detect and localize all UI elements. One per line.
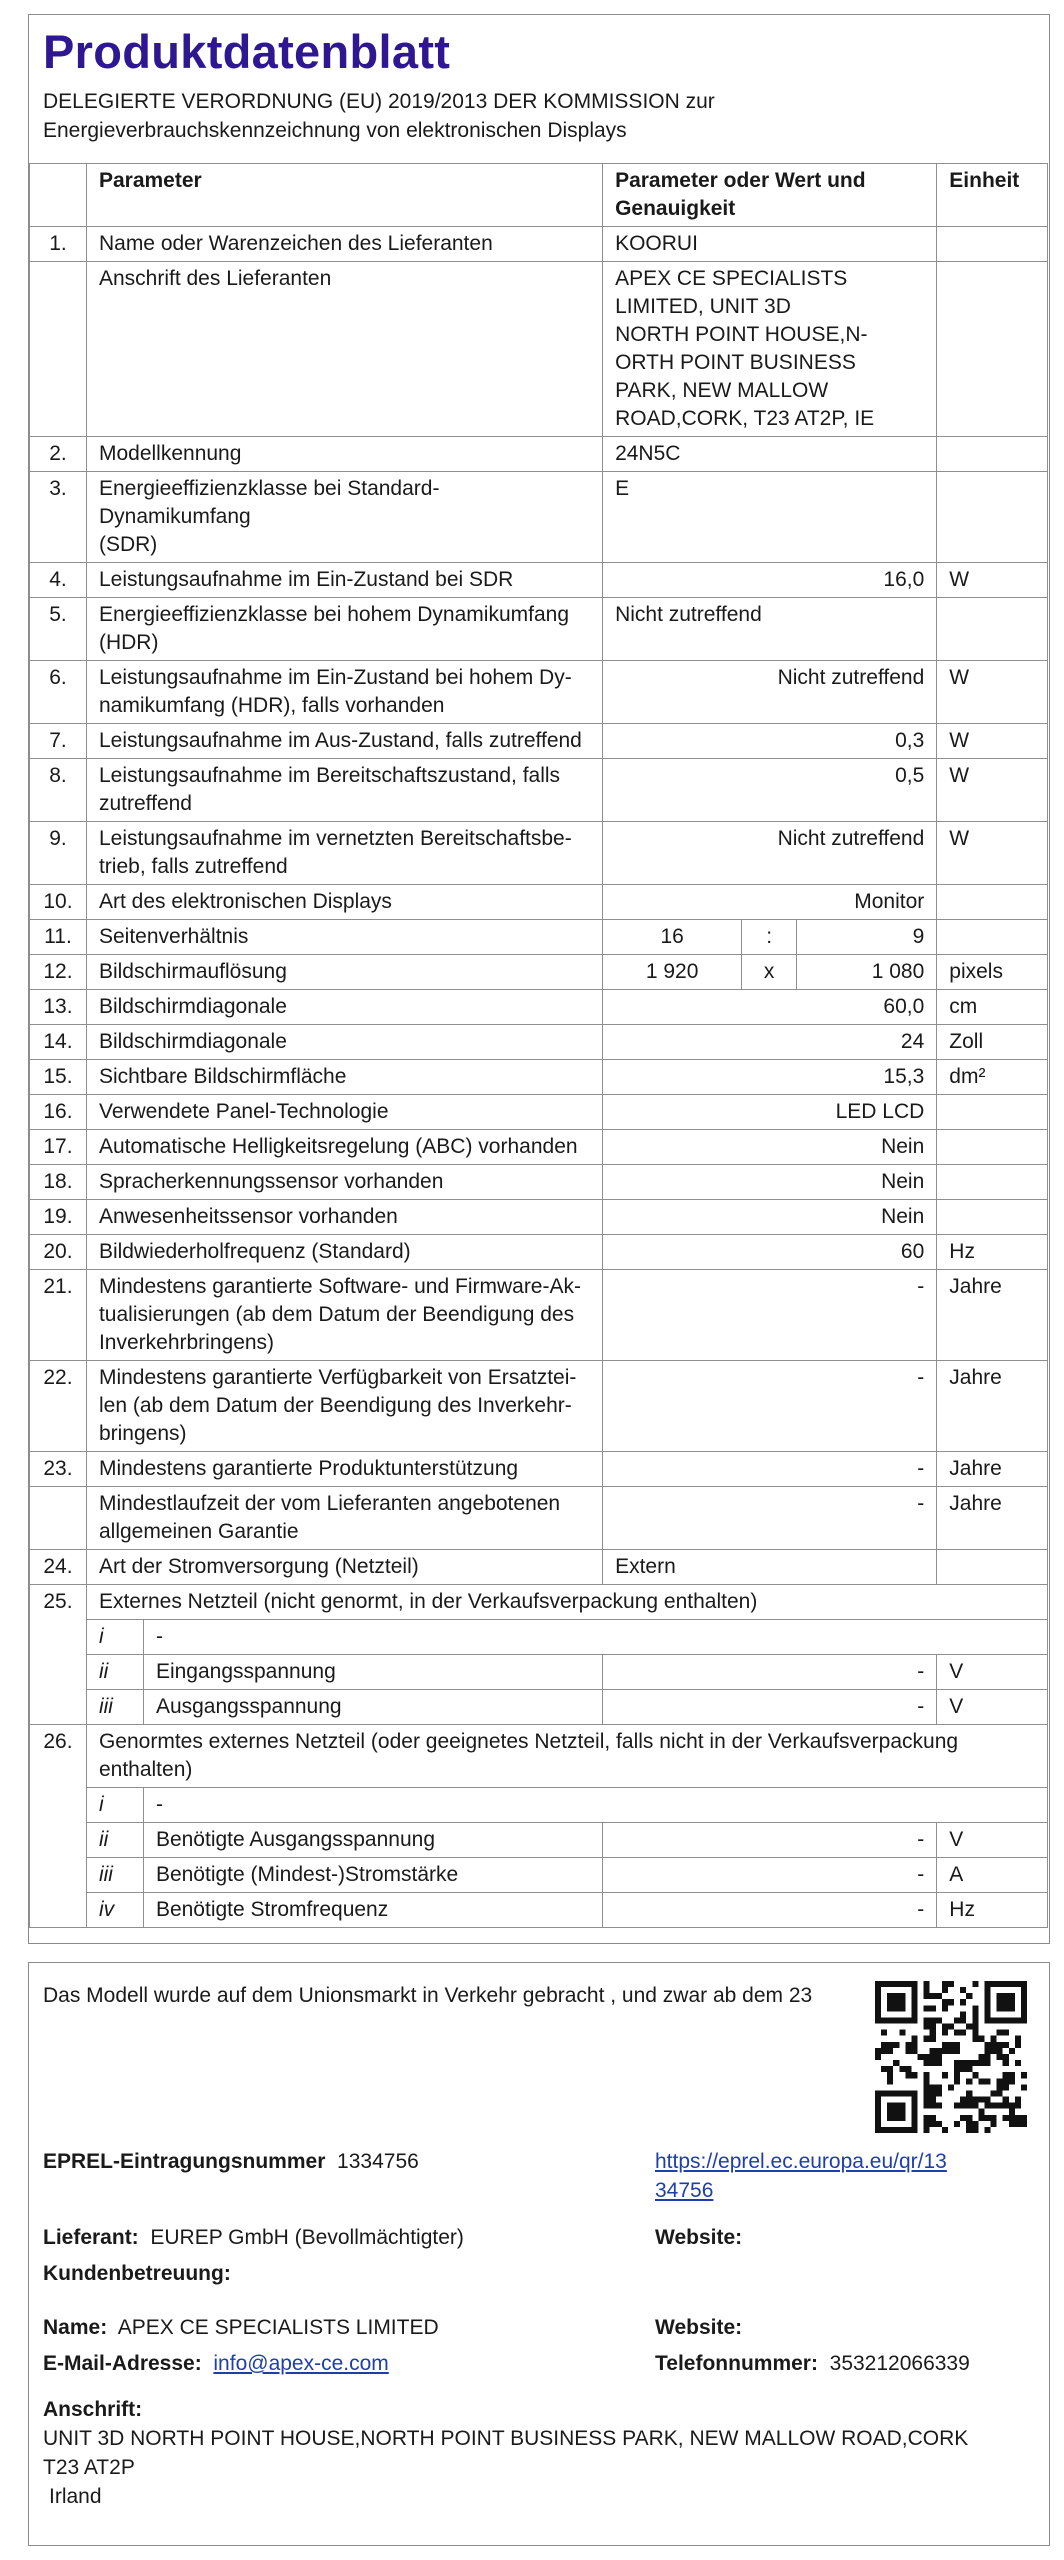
table-row xyxy=(30,1025,1048,1060)
parameter-name xyxy=(86,1270,602,1361)
parameter-unit: W xyxy=(937,661,1048,724)
value-part: 1 920 xyxy=(603,955,742,990)
cell-line: Mindestlaufzeit der vom Lieferanten angebotenen xyxy=(98,1492,561,1515)
subtitle-line: DELEGIERTE VERORDNUNG (EU) 2019/2013 DER KOMMISSION zur xyxy=(43,90,715,113)
cell-line: Mindestens garantierte Software- und Firmware-Ak- xyxy=(98,1275,581,1298)
table-row xyxy=(30,1200,1048,1235)
value-separator: : xyxy=(742,920,797,955)
email-row xyxy=(43,2349,389,2378)
eprel-link[interactable] xyxy=(655,2147,947,2205)
header-line: Parameter oder Wert und xyxy=(615,169,866,192)
parameter-name: Bildschirmauflösung xyxy=(86,955,602,990)
parameter-value: - xyxy=(603,1361,937,1452)
parameter-name: Leistungsaufnahme im Ein-Zustand bei SDR xyxy=(86,563,602,598)
regulation-subtitle xyxy=(43,87,715,145)
table-row xyxy=(30,1788,1048,1823)
parameter-unit xyxy=(937,437,1048,472)
value-part: 16 xyxy=(603,920,742,955)
cell-line: zutreffend xyxy=(98,792,192,815)
address-block xyxy=(43,2395,968,2511)
table-row xyxy=(30,1361,1048,1452)
sub-unit: A xyxy=(937,1858,1048,1893)
parameter-unit: W xyxy=(937,822,1048,885)
parameter-value: Nicht zutreffend xyxy=(603,661,937,724)
cell-line: PARK, NEW MALLOW xyxy=(615,379,829,402)
parameter-name: Anschrift des Lieferanten xyxy=(86,262,602,437)
eprel-row xyxy=(43,2147,419,2176)
parameter-unit: Hz xyxy=(937,1235,1048,1270)
table-row xyxy=(30,1235,1048,1270)
cell-line: namikumfang (HDR), falls vorhanden xyxy=(98,694,445,717)
section-title xyxy=(86,1585,1047,1620)
row-number: 24. xyxy=(30,1550,87,1585)
parameter-value: 24N5C xyxy=(603,437,937,472)
phone-label: Telefonnummer: xyxy=(655,2352,818,2375)
table-row xyxy=(30,262,1048,437)
table-row xyxy=(30,955,1048,990)
row-number: 3. xyxy=(30,472,87,563)
row-number xyxy=(30,1487,87,1550)
parameter-name: Sichtbare Bildschirmfläche xyxy=(86,1060,602,1095)
product-data-sheet xyxy=(28,14,1050,1944)
cell-line: tualisierungen (ab dem Datum der Beendigung des xyxy=(98,1303,575,1326)
row-number: 17. xyxy=(30,1130,87,1165)
table-row xyxy=(30,1823,1048,1858)
table-row xyxy=(30,437,1048,472)
cell-line: LIMITED, UNIT 3D xyxy=(615,295,791,318)
sub-unit: V xyxy=(937,1655,1048,1690)
parameter-unit: W xyxy=(937,724,1048,759)
row-number: 11. xyxy=(30,920,87,955)
table-row xyxy=(30,1060,1048,1095)
cell-line: Energieeffizienzklasse bei hohem Dynamikumfang xyxy=(98,603,569,626)
cell-line: Leistungsaufnahme im vernetzten Bereitschaftsbe- xyxy=(98,827,572,850)
parameter-value: - xyxy=(603,1487,937,1550)
cell-line: Externes Netzteil (nicht genormt, in der Verkaufsverpackung enthalten) xyxy=(98,1590,758,1613)
table-row xyxy=(30,1620,1048,1655)
parameter-name: Bildschirmdiagonale xyxy=(86,1025,602,1060)
row-number: 22. xyxy=(30,1361,87,1452)
section-row xyxy=(30,1725,1048,1788)
parameter-unit xyxy=(937,1130,1048,1165)
sub-value: - xyxy=(603,1858,937,1893)
table-row xyxy=(30,1550,1048,1585)
parameter-value: Nicht zutreffend xyxy=(603,598,937,661)
table-header-row xyxy=(30,164,1048,227)
table-row xyxy=(30,1130,1048,1165)
parameter-name xyxy=(86,661,602,724)
website-label: Website: xyxy=(655,2316,743,2339)
sub-index: ii xyxy=(86,1823,143,1858)
cell-line: (HDR) xyxy=(98,631,159,654)
parameter-table xyxy=(29,163,1048,1928)
parameter-name: Art des elektronischen Displays xyxy=(86,885,602,920)
row-number: 19. xyxy=(30,1200,87,1235)
cell-line: len (ab dem Datum der Beendigung des Inverkehr- xyxy=(98,1394,572,1417)
customer-support-label xyxy=(43,2259,231,2288)
cell-line: (SDR) xyxy=(98,533,158,556)
parameter-name xyxy=(86,472,602,563)
parameter-value: 60,0 xyxy=(603,990,937,1025)
qr-code-icon[interactable] xyxy=(875,1981,1027,2133)
supplier-website xyxy=(655,2223,742,2252)
row-number: 5. xyxy=(30,598,87,661)
parameter-name: Name oder Warenzeichen des Lieferanten xyxy=(86,227,602,262)
parameter-value: E xyxy=(603,472,937,563)
sub-value: - xyxy=(603,1893,937,1928)
parameter-unit xyxy=(937,1165,1048,1200)
sub-parameter: - xyxy=(143,1620,1047,1655)
value-part: 1 080 xyxy=(797,955,937,990)
parameter-unit xyxy=(937,227,1048,262)
section-title xyxy=(86,1725,1047,1788)
row-number: 15. xyxy=(30,1060,87,1095)
eprel-link-line[interactable]: 34756 xyxy=(655,2179,714,2202)
value-separator: x xyxy=(742,955,797,990)
address-line: UNIT 3D NORTH POINT HOUSE,NORTH POINT BUSINESS PARK, NEW MALLOW ROAD,CORK xyxy=(43,2427,969,2450)
table-row xyxy=(30,1655,1048,1690)
eprel-link-line[interactable]: https://eprel.ec.europa.eu/qr/13 xyxy=(655,2150,947,2173)
supplier-value: EUREP GmbH (Bevollmächtigter) xyxy=(150,2226,464,2249)
parameter-name xyxy=(86,759,602,822)
parameter-unit xyxy=(937,885,1048,920)
sub-parameter: Eingangsspannung xyxy=(143,1655,602,1690)
row-number: 12. xyxy=(30,955,87,990)
cell-line: Mindestens garantierte Verfügbarkeit von Ersatztei- xyxy=(98,1366,577,1389)
table-row xyxy=(30,1165,1048,1200)
parameter-unit xyxy=(937,472,1048,563)
market-date-text: Das Modell wurde auf dem Unionsmarkt in Verkehr gebracht , und zwar ab dem 23 xyxy=(43,1984,813,2007)
sub-index: iii xyxy=(86,1858,143,1893)
row-number: 23. xyxy=(30,1452,87,1487)
parameter-unit: W xyxy=(937,563,1048,598)
table-row xyxy=(30,724,1048,759)
address-label: Anschrift: xyxy=(43,2398,143,2421)
parameter-unit: Zoll xyxy=(937,1025,1048,1060)
cell-line: APEX CE SPECIALISTS xyxy=(615,267,848,290)
parameter-value: KOORUI xyxy=(603,227,937,262)
cell-line: Leistungsaufnahme im Bereitschaftszustand, falls xyxy=(98,764,561,787)
cell-line: ROAD,CORK, T23 AT2P, IE xyxy=(615,407,875,430)
parameter-value: 0,3 xyxy=(603,724,937,759)
name-label: Name: xyxy=(43,2316,108,2339)
row-number: 7. xyxy=(30,724,87,759)
row-number: 20. xyxy=(30,1235,87,1270)
sub-value: - xyxy=(603,1655,937,1690)
table-row xyxy=(30,1270,1048,1361)
cell-line: enthalten) xyxy=(98,1758,193,1781)
parameter-name: Modellkennung xyxy=(86,437,602,472)
row-number: 13. xyxy=(30,990,87,1025)
parameter-name xyxy=(86,598,602,661)
table-row xyxy=(30,990,1048,1025)
parameter-value: Nein xyxy=(603,1165,937,1200)
row-number: 4. xyxy=(30,563,87,598)
parameter-unit: cm xyxy=(937,990,1048,1025)
table-row xyxy=(30,472,1048,563)
col-unit-header: Einheit xyxy=(937,164,1048,227)
header-line: Genauigkeit xyxy=(615,197,736,220)
sub-index: i xyxy=(86,1620,143,1655)
email-label: E-Mail-Adresse: xyxy=(43,2352,202,2375)
parameter-unit xyxy=(937,598,1048,661)
row-number: 26. xyxy=(30,1725,87,1928)
parameter-unit: Jahre xyxy=(937,1487,1048,1550)
cell-line: trieb, falls zutreffend xyxy=(98,855,288,878)
table-row xyxy=(30,759,1048,822)
col-number-header xyxy=(30,164,87,227)
table-row xyxy=(30,1095,1048,1130)
sub-unit: V xyxy=(937,1690,1048,1725)
parameter-unit: Jahre xyxy=(937,1270,1048,1361)
support-name-row xyxy=(43,2313,439,2342)
supplier-row xyxy=(43,2223,464,2252)
parameter-unit xyxy=(937,1550,1048,1585)
parameter-value: Extern xyxy=(603,1550,937,1585)
sub-index: iv xyxy=(86,1893,143,1928)
value-part: 9 xyxy=(797,920,937,955)
row-number xyxy=(30,262,87,437)
parameter-name: Verwendete Panel-Technologie xyxy=(86,1095,602,1130)
website-label: Website: xyxy=(655,2226,743,2249)
table-row xyxy=(30,661,1048,724)
row-number: 10. xyxy=(30,885,87,920)
parameter-value: Nein xyxy=(603,1200,937,1235)
parameter-name xyxy=(86,822,602,885)
phone-value: 353212066339 xyxy=(829,2352,970,2375)
parameter-value: - xyxy=(603,1452,937,1487)
parameter-name xyxy=(86,1361,602,1452)
cell-line: Genormtes externes Netzteil (oder geeignetes Netzteil, falls nicht in der Verkaufsverpackung xyxy=(98,1730,959,1753)
sub-unit: Hz xyxy=(937,1893,1048,1928)
sub-unit: V xyxy=(937,1823,1048,1858)
table-row xyxy=(30,822,1048,885)
subtitle-line: Energieverbrauchskennzeichnung von elektronischen Displays xyxy=(43,119,627,142)
parameter-name xyxy=(86,1487,602,1550)
parameter-name: Automatische Helligkeitsregelung (ABC) vorhanden xyxy=(86,1130,602,1165)
cell-line: Inverkehrbringens) xyxy=(98,1331,275,1354)
row-number: 14. xyxy=(30,1025,87,1060)
parameter-name: Art der Stromversorgung (Netzteil) xyxy=(86,1550,602,1585)
parameter-unit xyxy=(937,262,1048,437)
parameter-value: Nein xyxy=(603,1130,937,1165)
parameter-value xyxy=(603,262,937,437)
phone-row xyxy=(655,2349,970,2378)
table-row xyxy=(30,1690,1048,1725)
table-row xyxy=(30,920,1048,955)
sub-parameter: - xyxy=(143,1788,1047,1823)
cell-line: NORTH POINT HOUSE,N- xyxy=(615,323,868,346)
address-line: T23 AT2P xyxy=(43,2456,135,2479)
support-website xyxy=(655,2313,742,2342)
parameter-value: 0,5 xyxy=(603,759,937,822)
cell-line: ORTH POINT BUSINESS xyxy=(615,351,856,374)
parameter-value: 15,3 xyxy=(603,1060,937,1095)
parameter-name: Anwesenheitssensor vorhanden xyxy=(86,1200,602,1235)
sub-parameter: Benötigte (Mindest-)Stromstärke xyxy=(143,1858,602,1893)
sub-index: ii xyxy=(86,1655,143,1690)
parameter-unit: pixels xyxy=(937,955,1048,990)
parameter-unit: Jahre xyxy=(937,1361,1048,1452)
parameter-name: Seitenverhältnis xyxy=(86,920,602,955)
sub-parameter: Benötigte Ausgangsspannung xyxy=(143,1823,602,1858)
parameter-value: Nicht zutreffend xyxy=(603,822,937,885)
parameter-unit xyxy=(937,920,1048,955)
eprel-number: 1334756 xyxy=(337,2150,419,2173)
parameter-unit xyxy=(937,1095,1048,1130)
row-number: 8. xyxy=(30,759,87,822)
cell-line: allgemeinen Garantie xyxy=(98,1520,299,1543)
row-number: 21. xyxy=(30,1270,87,1361)
parameter-unit: W xyxy=(937,759,1048,822)
email-link[interactable]: info@apex-ce.com xyxy=(213,2352,389,2375)
table-row xyxy=(30,885,1048,920)
col-value-header xyxy=(603,164,937,227)
parameter-value: Monitor xyxy=(603,885,937,920)
cell-line: Leistungsaufnahme im Ein-Zustand bei hohem Dy- xyxy=(98,666,572,689)
parameter-value: 16,0 xyxy=(603,563,937,598)
parameter-name: Bildwiederholfrequenz (Standard) xyxy=(86,1235,602,1270)
sub-index: iii xyxy=(86,1690,143,1725)
sub-parameter: Ausgangsspannung xyxy=(143,1690,602,1725)
section-row xyxy=(30,1585,1048,1620)
table-row xyxy=(30,598,1048,661)
parameter-name: Leistungsaufnahme im Aus-Zustand, falls zutreffend xyxy=(86,724,602,759)
cell-line: Energieeffizienzklasse bei Standard-Dynamikumfang xyxy=(98,477,440,528)
support-heading: Kundenbetreuung: xyxy=(43,2262,231,2285)
page-title: Produktdatenblatt xyxy=(43,25,451,78)
row-number: 25. xyxy=(30,1585,87,1725)
parameter-value: LED LCD xyxy=(603,1095,937,1130)
parameter-name: Mindestens garantierte Produktunterstützung xyxy=(86,1452,602,1487)
parameter-value: 24 xyxy=(603,1025,937,1060)
address-line: Irland xyxy=(49,2485,102,2508)
table-row xyxy=(30,1487,1048,1550)
col-parameter-header: Parameter xyxy=(86,164,602,227)
eprel-label: EPREL-Eintragungsnummer xyxy=(43,2150,326,2173)
row-number: 2. xyxy=(30,437,87,472)
row-number: 18. xyxy=(30,1165,87,1200)
supplier-label: Lieferant: xyxy=(43,2226,139,2249)
row-number: 9. xyxy=(30,822,87,885)
sub-value: - xyxy=(603,1690,937,1725)
table-row xyxy=(30,1858,1048,1893)
parameter-name: Spracherkennungssensor vorhanden xyxy=(86,1165,602,1200)
table-row xyxy=(30,563,1048,598)
table-row xyxy=(30,1893,1048,1928)
parameter-unit: Jahre xyxy=(937,1452,1048,1487)
sub-index: i xyxy=(86,1788,143,1823)
sub-value: - xyxy=(603,1823,937,1858)
sub-parameter: Benötigte Stromfrequenz xyxy=(143,1893,602,1928)
cell-line: bringens) xyxy=(98,1422,187,1445)
row-number: 6. xyxy=(30,661,87,724)
parameter-value: - xyxy=(603,1270,937,1361)
registration-info-card xyxy=(28,1962,1050,2546)
parameter-unit xyxy=(937,1200,1048,1235)
row-number: 1. xyxy=(30,227,87,262)
table-row xyxy=(30,227,1048,262)
parameter-value: 60 xyxy=(603,1235,937,1270)
table-row xyxy=(30,1452,1048,1487)
parameter-unit: dm² xyxy=(937,1060,1048,1095)
name-value: APEX CE SPECIALISTS LIMITED xyxy=(117,2316,439,2339)
parameter-name: Bildschirmdiagonale xyxy=(86,990,602,1025)
row-number: 16. xyxy=(30,1095,87,1130)
